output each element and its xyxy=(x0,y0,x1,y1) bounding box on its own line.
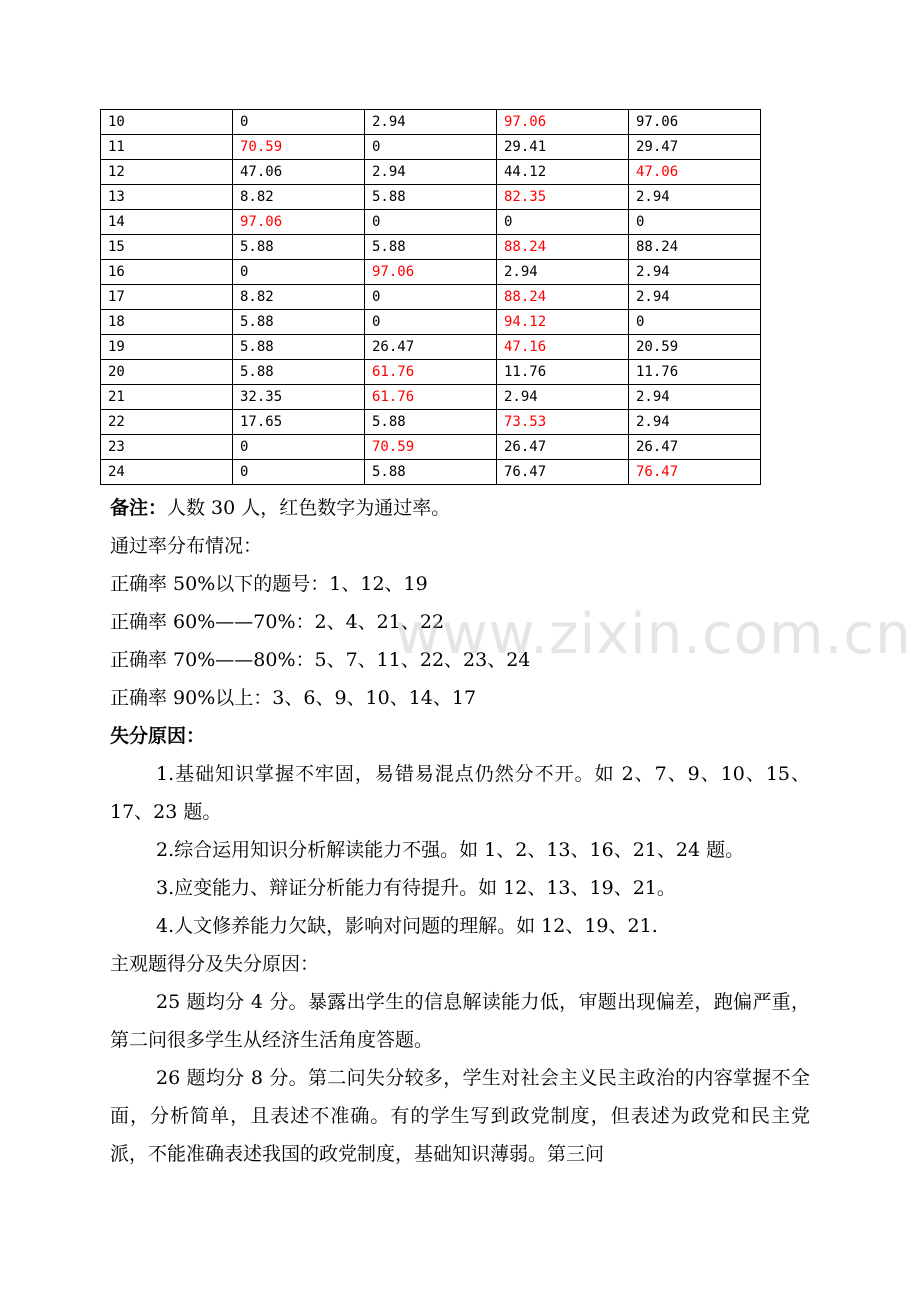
rate-cell: 0 xyxy=(497,210,629,235)
reason-item: 3.应变能力、辩证分析能力有待提升。如 12、13、19、21。 xyxy=(156,877,676,899)
table-row xyxy=(101,210,761,235)
rate-cell: 70.59 xyxy=(365,435,497,460)
question-number-cell: 17 xyxy=(101,285,233,310)
rate-cell: 20.59 xyxy=(629,335,761,360)
rate-cell: 0 xyxy=(233,435,365,460)
distribution-line: 正确率 60%——70%：2、4、21、22 xyxy=(110,611,445,633)
reason-item: 2.综合运用知识分析解读能力不强。如 1、2、13、16、21、24 题。 xyxy=(156,839,745,861)
rate-cell: 76.47 xyxy=(497,460,629,485)
question-number-cell: 14 xyxy=(101,210,233,235)
table-row xyxy=(101,135,761,160)
rate-cell: 73.53 xyxy=(497,410,629,435)
reason-item: 4.人文修养能力欠缺，影响对问题的理解。如 12、19、21. xyxy=(156,915,658,937)
rate-cell: 5.88 xyxy=(365,235,497,260)
rate-cell: 2.94 xyxy=(629,410,761,435)
rate-cell: 11.76 xyxy=(629,360,761,385)
pass-rate-table xyxy=(100,109,761,485)
rate-cell: 76.47 xyxy=(629,460,761,485)
rate-cell: 2.94 xyxy=(497,385,629,410)
distribution-line: 正确率 50%以下的题号：1、12、19 xyxy=(110,573,428,595)
subjective-paragraph: 26 题均分 8 分。第二问失分较多，学生对社会主义民主政治的内容掌握不全面，分析简单，且表述不准确。有的学生写到政党制度，但表述为政党和民主党派，不能准确表述我国的政党制度，基础知识薄弱。第三问 xyxy=(110,1067,810,1165)
rate-cell: 2.94 xyxy=(629,185,761,210)
rate-cell: 47.06 xyxy=(629,160,761,185)
table-row xyxy=(101,435,761,460)
question-number-cell: 15 xyxy=(101,235,233,260)
rate-cell: 88.24 xyxy=(497,235,629,260)
table-row xyxy=(101,110,761,135)
table-row xyxy=(101,410,761,435)
subjective-heading: 主观题得分及失分原因： xyxy=(110,953,320,975)
rate-cell: 2.94 xyxy=(497,260,629,285)
reasons-heading: 失分原因： xyxy=(110,725,206,747)
distribution-heading: 通过率分布情况： xyxy=(110,535,263,557)
note-block xyxy=(110,489,815,755)
question-number-cell: 21 xyxy=(101,385,233,410)
rate-cell: 94.12 xyxy=(497,310,629,335)
rate-cell: 26.47 xyxy=(365,335,497,360)
rate-cell: 0 xyxy=(365,310,497,335)
rate-cell: 97.06 xyxy=(497,110,629,135)
table-row xyxy=(101,160,761,185)
rate-cell: 2.94 xyxy=(629,385,761,410)
note-label: 备注： xyxy=(110,497,168,519)
distribution-line: 正确率 70%——80%：5、7、11、22、23、24 xyxy=(110,649,531,671)
rate-cell: 5.88 xyxy=(365,460,497,485)
rate-cell: 44.12 xyxy=(497,160,629,185)
rate-cell: 47.16 xyxy=(497,335,629,360)
rate-cell: 97.06 xyxy=(629,110,761,135)
rate-cell: 29.47 xyxy=(629,135,761,160)
table-row xyxy=(101,385,761,410)
rate-cell: 0 xyxy=(233,110,365,135)
rate-cell: 47.06 xyxy=(233,160,365,185)
rate-cell: 88.24 xyxy=(629,235,761,260)
table-row xyxy=(101,260,761,285)
question-number-cell: 11 xyxy=(101,135,233,160)
rate-cell: 8.82 xyxy=(233,185,365,210)
note-text: 人数 30 人，红色数字为通过率。 xyxy=(167,497,451,519)
subjective-paragraph: 25 题均分 4 分。暴露出学生的信息解读能力低，审题出现偏差，跑偏严重，第二问很多学生从经济生活角度答题。 xyxy=(110,991,810,1051)
rate-cell: 26.47 xyxy=(497,435,629,460)
table-row xyxy=(101,335,761,360)
question-number-cell: 23 xyxy=(101,435,233,460)
question-number-cell: 10 xyxy=(101,110,233,135)
question-number-cell: 12 xyxy=(101,160,233,185)
rate-cell: 70.59 xyxy=(233,135,365,160)
rate-cell: 0 xyxy=(629,210,761,235)
rate-cell: 5.88 xyxy=(233,360,365,385)
rate-cell: 97.06 xyxy=(233,210,365,235)
rate-cell: 88.24 xyxy=(497,285,629,310)
rate-cell: 29.41 xyxy=(497,135,629,160)
table-row xyxy=(101,310,761,335)
rate-cell: 82.35 xyxy=(497,185,629,210)
question-number-cell: 22 xyxy=(101,410,233,435)
rate-cell: 97.06 xyxy=(365,260,497,285)
table-row xyxy=(101,460,761,485)
rate-cell: 61.76 xyxy=(365,385,497,410)
question-number-cell: 16 xyxy=(101,260,233,285)
note-line xyxy=(110,489,815,527)
rate-cell: 2.94 xyxy=(365,160,497,185)
rate-cell: 5.88 xyxy=(365,185,497,210)
rate-cell: 5.88 xyxy=(233,335,365,360)
rate-cell: 17.65 xyxy=(233,410,365,435)
question-number-cell: 24 xyxy=(101,460,233,485)
question-number-cell: 20 xyxy=(101,360,233,385)
rate-cell: 11.76 xyxy=(497,360,629,385)
table-row xyxy=(101,235,761,260)
rate-cell: 32.35 xyxy=(233,385,365,410)
question-number-cell: 19 xyxy=(101,335,233,360)
table-row xyxy=(101,360,761,385)
table-row xyxy=(101,285,761,310)
rate-cell: 2.94 xyxy=(629,260,761,285)
rate-cell: 0 xyxy=(233,260,365,285)
rate-cell: 0 xyxy=(365,210,497,235)
rate-cell: 61.76 xyxy=(365,360,497,385)
rate-cell: 0 xyxy=(233,460,365,485)
rate-cell: 5.88 xyxy=(233,235,365,260)
rate-cell: 8.82 xyxy=(233,285,365,310)
rate-cell: 5.88 xyxy=(233,310,365,335)
reason-item: 1.基础知识掌握不牢固，易错易混点仍然分不开。如 2、7、9、10、15、17、23 题。 xyxy=(110,763,810,823)
distribution-line: 正确率 90%以上：3、6、9、10、14、17 xyxy=(110,687,477,709)
question-number-cell: 18 xyxy=(101,310,233,335)
table-row xyxy=(101,185,761,210)
rate-cell: 2.94 xyxy=(365,110,497,135)
rate-cell: 0 xyxy=(365,285,497,310)
question-number-cell: 13 xyxy=(101,185,233,210)
rate-cell: 0 xyxy=(629,310,761,335)
watermark: www.zixin.com.cn xyxy=(395,602,912,667)
rate-cell: 26.47 xyxy=(629,435,761,460)
rate-cell: 5.88 xyxy=(365,410,497,435)
rate-cell: 0 xyxy=(365,135,497,160)
pass-rate-table-body xyxy=(101,110,761,485)
rate-cell: 2.94 xyxy=(629,285,761,310)
